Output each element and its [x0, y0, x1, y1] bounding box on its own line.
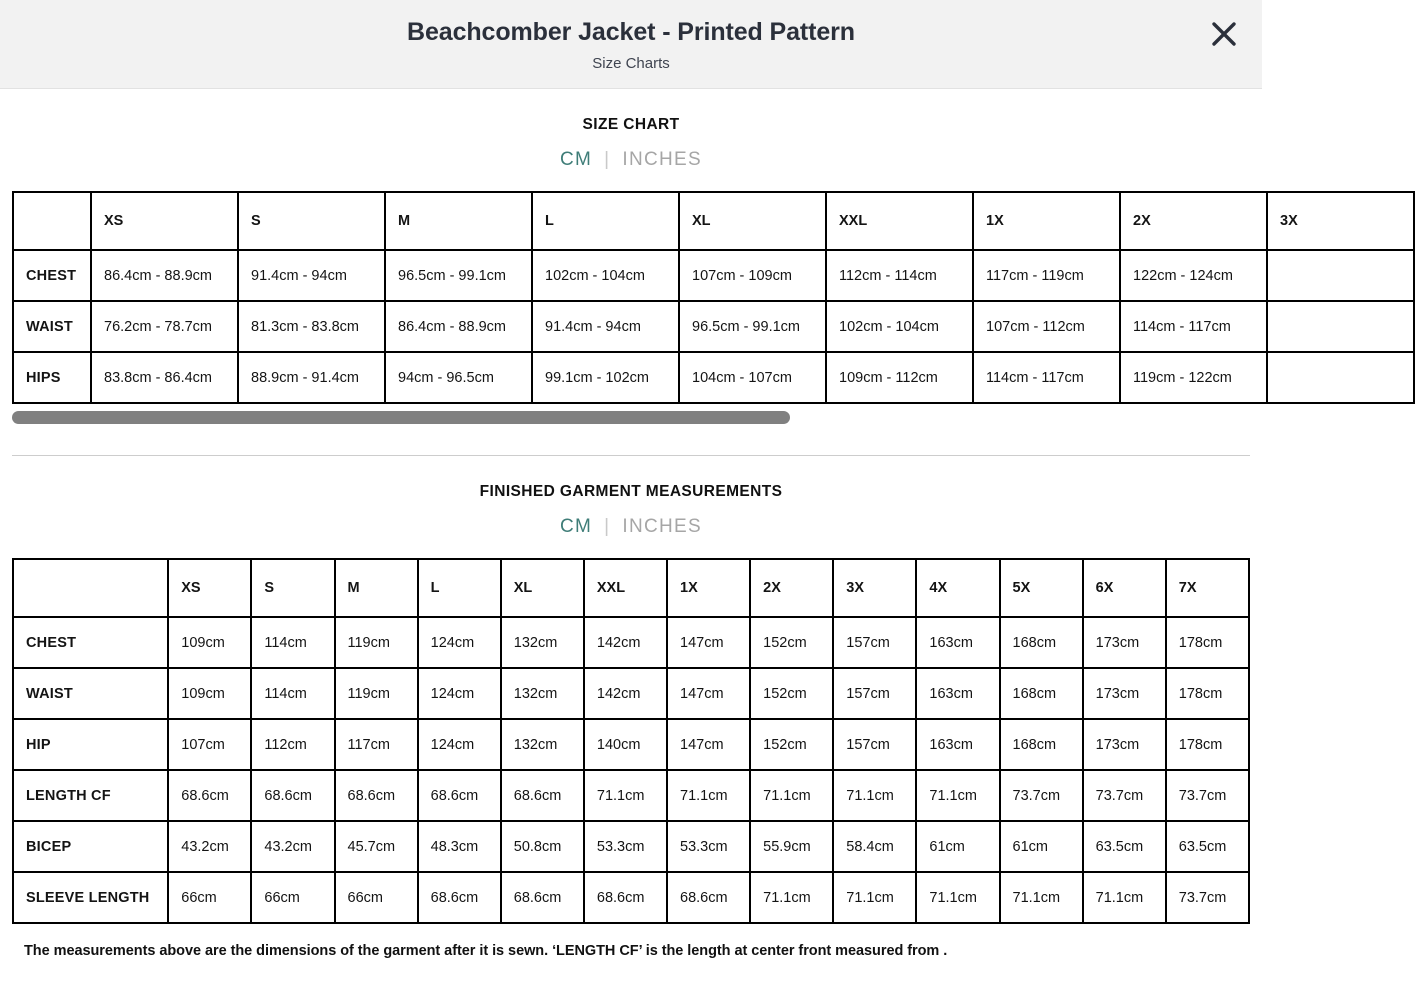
table-cell: 132cm [501, 617, 584, 668]
table-cell: 114cm - 117cm [1120, 301, 1267, 352]
column-header: 5X [1000, 559, 1083, 617]
table-row [13, 617, 1249, 668]
column-header: 2X [1120, 192, 1267, 250]
table-cell: 66cm [251, 872, 334, 923]
row-label: CHEST [13, 617, 168, 668]
unit-toggle-finished-garment [0, 515, 1262, 538]
table-cell: 168cm [1000, 719, 1083, 770]
table-cell: 178cm [1166, 668, 1249, 719]
table-row [13, 719, 1249, 770]
table-cell [1267, 352, 1414, 403]
table-cell: 68.6cm [251, 770, 334, 821]
row-label: SLEEVE LENGTH [13, 872, 168, 923]
section-title-size-chart: SIZE CHART [582, 116, 680, 133]
table-cell: 71.1cm [916, 770, 999, 821]
row-label: HIP [13, 719, 168, 770]
table-cell: 152cm [750, 617, 833, 668]
table-cell: 114cm - 117cm [973, 352, 1120, 403]
table-cell: 107cm - 109cm [679, 250, 826, 301]
table-cell: 53.3cm [667, 821, 750, 872]
finished-garment-scroll-container[interactable] [0, 558, 1262, 924]
section-size-chart [0, 89, 1298, 424]
table-cell: 132cm [501, 668, 584, 719]
horizontal-scrollbar[interactable] [12, 411, 1250, 424]
table-cell: 68.6cm [418, 872, 501, 923]
table-cell: 147cm [667, 617, 750, 668]
table-cell: 140cm [584, 719, 667, 770]
column-header: 4X [916, 559, 999, 617]
table-cell: 96.5cm - 99.1cm [385, 250, 532, 301]
table-cell: 157cm [833, 617, 916, 668]
column-header: 6X [1083, 559, 1166, 617]
table-cell: 96.5cm - 99.1cm [679, 301, 826, 352]
column-header: 3X [1267, 192, 1414, 250]
table-cell: 119cm - 122cm [1120, 352, 1267, 403]
table-cell: 109cm [168, 668, 251, 719]
row-label: CHEST [13, 250, 91, 301]
column-header: XS [91, 192, 238, 250]
table-cell: 45.7cm [335, 821, 418, 872]
table-cell: 73.7cm [1166, 872, 1249, 923]
table-cell: 173cm [1083, 617, 1166, 668]
table-cell: 112cm [251, 719, 334, 770]
column-header: XS [168, 559, 251, 617]
table-cell: 119cm [335, 668, 418, 719]
table-row [13, 250, 1414, 301]
column-header: XL [501, 559, 584, 617]
table-cell: 71.1cm [667, 770, 750, 821]
table-cell: 94cm - 96.5cm [385, 352, 532, 403]
table-cell: 114cm [251, 617, 334, 668]
table-cell: 71.1cm [584, 770, 667, 821]
table-row [13, 301, 1414, 352]
unit-separator: | [604, 516, 611, 537]
table-row [13, 872, 1249, 923]
unit-cm-button[interactable]: CM [548, 148, 604, 171]
table-cell: 107cm [168, 719, 251, 770]
table-cell: 68.6cm [667, 872, 750, 923]
section-title-finished-garment: FINISHED GARMENT MEASUREMENTS [479, 483, 783, 500]
unit-cm-button[interactable]: CM [548, 515, 604, 538]
table-cell: 86.4cm - 88.9cm [91, 250, 238, 301]
table-cell: 152cm [750, 668, 833, 719]
table-cell: 73.7cm [1000, 770, 1083, 821]
table-cell: 91.4cm - 94cm [532, 301, 679, 352]
table-cell: 53.3cm [584, 821, 667, 872]
table-cell: 122cm - 124cm [1120, 250, 1267, 301]
table-cell: 63.5cm [1166, 821, 1249, 872]
table-cell: 50.8cm [501, 821, 584, 872]
table-cell: 68.6cm [335, 770, 418, 821]
table-cell: 163cm [916, 668, 999, 719]
table-cell: 109cm [168, 617, 251, 668]
table-row [13, 770, 1249, 821]
table-cell: 124cm [418, 668, 501, 719]
table-cell: 157cm [833, 668, 916, 719]
table-cell: 91.4cm - 94cm [238, 250, 385, 301]
table-cell: 102cm - 104cm [826, 301, 973, 352]
table-row [13, 352, 1414, 403]
table-cell: 71.1cm [916, 872, 999, 923]
table-cell: 71.1cm [750, 770, 833, 821]
table-cell: 142cm [584, 617, 667, 668]
table-cell: 63.5cm [1083, 821, 1166, 872]
table-cell: 68.6cm [168, 770, 251, 821]
table-cell: 102cm - 104cm [532, 250, 679, 301]
modal-body [0, 89, 1298, 961]
table-cell: 173cm [1083, 668, 1166, 719]
table-cell: 107cm - 112cm [973, 301, 1120, 352]
table-cell: 178cm [1166, 617, 1249, 668]
scrollbar-thumb[interactable] [12, 411, 790, 424]
column-header: XL [679, 192, 826, 250]
table-cell: 109cm - 112cm [826, 352, 973, 403]
table-cell: 117cm [335, 719, 418, 770]
column-header: 2X [750, 559, 833, 617]
table-cell: 142cm [584, 668, 667, 719]
table-cell: 99.1cm - 102cm [532, 352, 679, 403]
close-icon [1210, 20, 1238, 48]
table-cell [1267, 301, 1414, 352]
table-cell: 147cm [667, 668, 750, 719]
table-cell: 163cm [916, 719, 999, 770]
page-subtitle: Size Charts [592, 55, 670, 72]
unit-inches-button[interactable]: INCHES [610, 148, 714, 171]
table-row [13, 821, 1249, 872]
column-header: L [532, 192, 679, 250]
table-cell: 83.8cm - 86.4cm [91, 352, 238, 403]
column-header: 3X [833, 559, 916, 617]
table-cell: 66cm [168, 872, 251, 923]
row-label: HIPS [13, 352, 91, 403]
table-cell: 73.7cm [1083, 770, 1166, 821]
table-cell: 71.1cm [833, 872, 916, 923]
table-cell: 48.3cm [418, 821, 501, 872]
table-cell: 55.9cm [750, 821, 833, 872]
table-header-row [13, 559, 1249, 617]
column-header: S [251, 559, 334, 617]
table-cell: 71.1cm [833, 770, 916, 821]
modal-header [0, 0, 1262, 89]
column-header: L [418, 559, 501, 617]
table-cell: 68.6cm [418, 770, 501, 821]
table-cell: 68.6cm [501, 872, 584, 923]
table-cell: 88.9cm - 91.4cm [238, 352, 385, 403]
table-cell: 124cm [418, 719, 501, 770]
table-cell: 66cm [335, 872, 418, 923]
page-title: Beachcomber Jacket - Printed Pattern [407, 18, 855, 46]
table-cell: 58.4cm [833, 821, 916, 872]
row-label: LENGTH CF [13, 770, 168, 821]
table-cell: 119cm [335, 617, 418, 668]
table-cell: 104cm - 107cm [679, 352, 826, 403]
size-chart-scroll-container[interactable] [0, 191, 1298, 404]
unit-inches-button[interactable]: INCHES [610, 515, 714, 538]
table-row [13, 668, 1249, 719]
table-cell: 173cm [1083, 719, 1166, 770]
table-cell: 114cm [251, 668, 334, 719]
table-corner-cell [13, 192, 91, 250]
table-cell: 147cm [667, 719, 750, 770]
table-cell: 152cm [750, 719, 833, 770]
table-cell: 68.6cm [501, 770, 584, 821]
column-header: XXL [826, 192, 973, 250]
table-cell: 117cm - 119cm [973, 250, 1120, 301]
table-cell: 71.1cm [1083, 872, 1166, 923]
column-header: M [385, 192, 532, 250]
table-cell: 61cm [916, 821, 999, 872]
column-header: 1X [973, 192, 1120, 250]
table-cell: 71.1cm [1000, 872, 1083, 923]
column-header: M [335, 559, 418, 617]
table-cell: 73.7cm [1166, 770, 1249, 821]
section-finished-garment [0, 456, 1262, 961]
column-header: S [238, 192, 385, 250]
table-cell [1267, 250, 1414, 301]
row-label: BICEP [13, 821, 168, 872]
column-header: 1X [667, 559, 750, 617]
table-corner-cell [13, 559, 168, 617]
row-label: WAIST [13, 301, 91, 352]
table-cell: 81.3cm - 83.8cm [238, 301, 385, 352]
table-header-row [13, 192, 1414, 250]
unit-toggle-size-chart [0, 148, 1262, 171]
table-cell: 157cm [833, 719, 916, 770]
table-cell: 168cm [1000, 668, 1083, 719]
table-cell: 68.6cm [584, 872, 667, 923]
table-cell: 76.2cm - 78.7cm [91, 301, 238, 352]
footnote-text: The measurements above are the dimensions of the garment after it is sewn. ‘LENGTH CF’ is the length at center front measured from . [24, 943, 948, 959]
table-cell: 124cm [418, 617, 501, 668]
finished-garment-table [12, 558, 1250, 924]
column-header: 7X [1166, 559, 1249, 617]
unit-separator: | [604, 149, 611, 170]
column-header: XXL [584, 559, 667, 617]
table-cell: 168cm [1000, 617, 1083, 668]
table-cell: 132cm [501, 719, 584, 770]
table-cell: 178cm [1166, 719, 1249, 770]
table-cell: 43.2cm [168, 821, 251, 872]
table-cell: 71.1cm [750, 872, 833, 923]
close-button[interactable] [1202, 12, 1246, 56]
table-cell: 86.4cm - 88.9cm [385, 301, 532, 352]
table-cell: 61cm [1000, 821, 1083, 872]
table-cell: 43.2cm [251, 821, 334, 872]
body-measurements-table [12, 191, 1415, 404]
table-cell: 163cm [916, 617, 999, 668]
table-cell: 112cm - 114cm [826, 250, 973, 301]
row-label: WAIST [13, 668, 168, 719]
